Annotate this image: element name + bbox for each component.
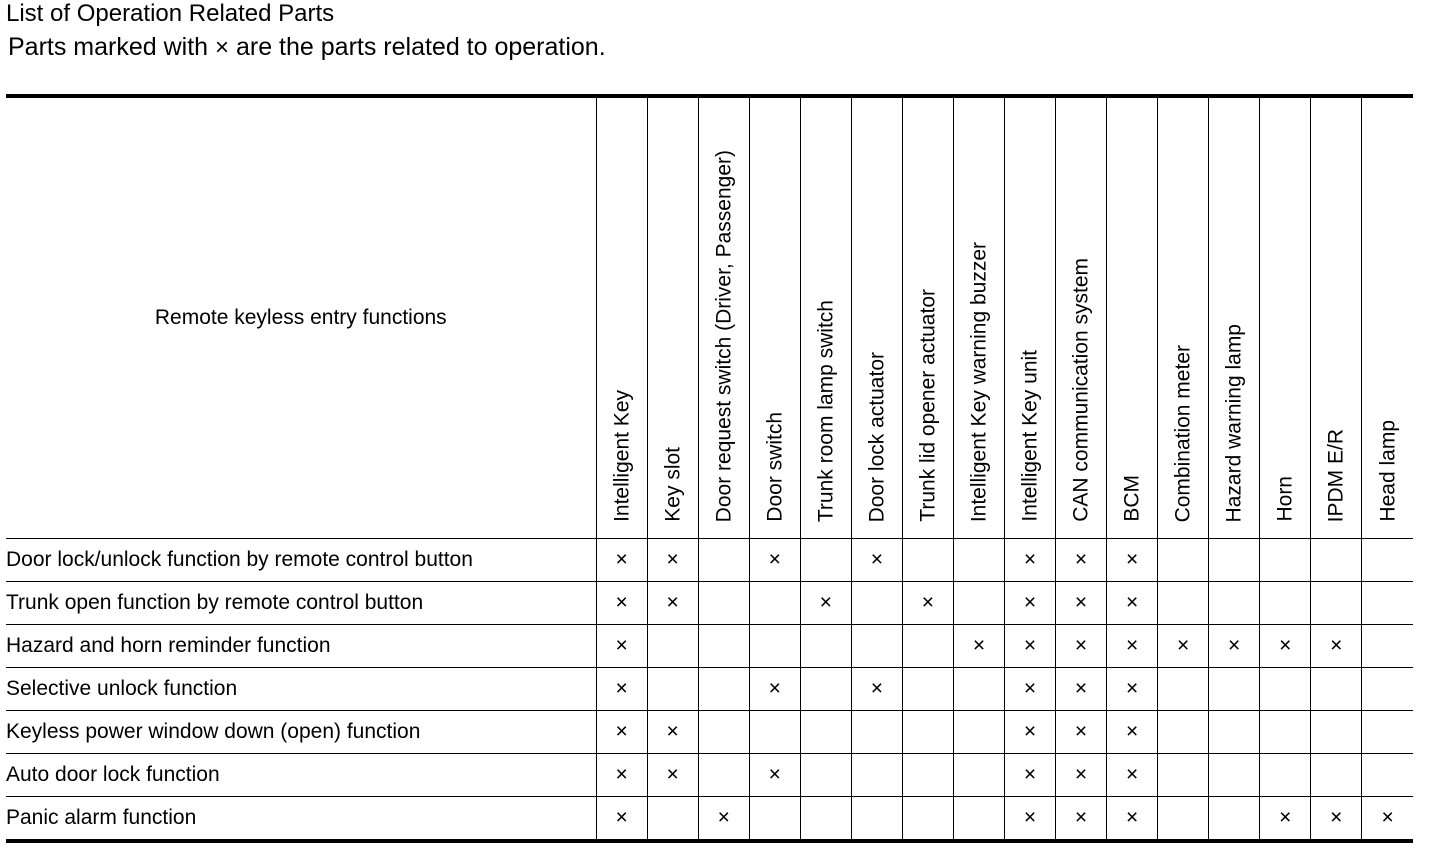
related-mark-cell: ×	[953, 625, 1004, 668]
empty-cell	[647, 625, 698, 668]
part-column-label: Door request switch (Driver, Passenger)	[712, 149, 736, 522]
page-subtitle	[8, 32, 606, 63]
empty-cell	[851, 754, 902, 797]
function-name-cell: Panic alarm function	[6, 797, 596, 842]
part-column-header	[749, 96, 800, 539]
empty-cell	[1260, 539, 1311, 582]
part-column-label: BCM	[1120, 475, 1144, 522]
related-mark-cell: ×	[596, 797, 647, 842]
empty-cell	[953, 668, 1004, 711]
related-mark-cell: ×	[647, 711, 698, 754]
part-column-label: Hazard warning lamp	[1222, 323, 1246, 522]
empty-cell	[1158, 539, 1209, 582]
empty-cell	[1260, 711, 1311, 754]
related-mark-cell: ×	[1260, 797, 1311, 842]
related-mark-cell: ×	[1311, 797, 1362, 842]
part-column-label: Head lamp	[1376, 420, 1400, 522]
subtitle-text-after: are the parts related to operation.	[229, 33, 606, 61]
empty-cell	[902, 539, 953, 582]
subtitle-mark-symbol: ×	[215, 34, 230, 61]
empty-cell	[698, 711, 749, 754]
empty-cell	[647, 668, 698, 711]
empty-cell	[698, 754, 749, 797]
empty-cell	[800, 711, 851, 754]
related-mark-cell: ×	[1004, 582, 1055, 625]
table-row	[6, 539, 1413, 582]
part-column-header	[1004, 96, 1055, 539]
related-mark-cell: ×	[1056, 797, 1107, 842]
related-mark-cell: ×	[596, 539, 647, 582]
related-mark-cell: ×	[1158, 625, 1209, 668]
related-mark-cell: ×	[1004, 625, 1055, 668]
part-column-label: Door switch	[763, 412, 787, 522]
related-mark-cell: ×	[1056, 625, 1107, 668]
part-column-header	[1056, 96, 1107, 539]
related-mark-cell: ×	[902, 582, 953, 625]
empty-cell	[851, 797, 902, 842]
empty-cell	[749, 797, 800, 842]
part-column-label: Horn	[1273, 476, 1297, 522]
empty-cell	[800, 539, 851, 582]
empty-cell	[1158, 668, 1209, 711]
related-mark-cell: ×	[1107, 711, 1158, 754]
empty-cell	[647, 797, 698, 842]
empty-cell	[1209, 711, 1260, 754]
part-column-header	[596, 96, 647, 539]
table-row	[6, 582, 1413, 625]
empty-cell	[1362, 754, 1413, 797]
related-mark-cell: ×	[1056, 582, 1107, 625]
related-mark-cell: ×	[647, 582, 698, 625]
function-column-header: Remote keyless entry functions	[6, 96, 596, 539]
related-mark-cell: ×	[1209, 625, 1260, 668]
subtitle-text-before: Parts marked with	[8, 33, 216, 61]
empty-cell	[953, 754, 1004, 797]
related-mark-cell: ×	[1362, 797, 1413, 842]
part-column-header	[902, 96, 953, 539]
function-name-cell: Door lock/unlock function by remote control button	[6, 539, 596, 582]
function-name-cell: Keyless power window down (open) function	[6, 711, 596, 754]
part-column-label: Trunk lid opener actuator	[916, 289, 940, 522]
empty-cell	[800, 625, 851, 668]
related-mark-cell: ×	[1311, 625, 1362, 668]
related-mark-cell: ×	[800, 582, 851, 625]
operation-parts-table	[6, 94, 1413, 843]
related-mark-cell: ×	[1056, 668, 1107, 711]
related-mark-cell: ×	[1107, 668, 1158, 711]
related-mark-cell: ×	[1107, 754, 1158, 797]
table-row	[6, 754, 1413, 797]
function-name-cell: Hazard and horn reminder function	[6, 625, 596, 668]
empty-cell	[1209, 668, 1260, 711]
empty-cell	[1362, 668, 1413, 711]
related-mark-cell: ×	[749, 754, 800, 797]
part-column-label: Door lock actuator	[865, 351, 889, 522]
part-column-header	[1311, 96, 1362, 539]
related-mark-cell: ×	[1004, 754, 1055, 797]
related-mark-cell: ×	[851, 668, 902, 711]
related-mark-cell: ×	[1004, 711, 1055, 754]
part-column-header	[953, 96, 1004, 539]
table-body	[6, 539, 1413, 842]
empty-cell	[902, 797, 953, 842]
related-mark-cell: ×	[851, 539, 902, 582]
empty-cell	[1311, 668, 1362, 711]
related-mark-cell: ×	[596, 711, 647, 754]
empty-cell	[1260, 668, 1311, 711]
related-mark-cell: ×	[596, 582, 647, 625]
empty-cell	[953, 539, 1004, 582]
part-column-label: Key slot	[661, 447, 685, 522]
part-column-label: Intelligent Key	[610, 390, 634, 522]
table-row	[6, 797, 1413, 842]
empty-cell	[902, 711, 953, 754]
part-column-header	[800, 96, 851, 539]
empty-cell	[749, 625, 800, 668]
related-mark-cell: ×	[1004, 797, 1055, 842]
related-mark-cell: ×	[749, 539, 800, 582]
related-mark-cell: ×	[1107, 582, 1158, 625]
empty-cell	[953, 582, 1004, 625]
empty-cell	[1209, 797, 1260, 842]
related-mark-cell: ×	[596, 668, 647, 711]
part-column-label: CAN communication system	[1069, 258, 1093, 522]
empty-cell	[1311, 539, 1362, 582]
empty-cell	[749, 711, 800, 754]
table-row	[6, 711, 1413, 754]
related-mark-cell: ×	[1004, 668, 1055, 711]
empty-cell	[698, 668, 749, 711]
part-column-header	[1362, 96, 1413, 539]
part-column-header	[698, 96, 749, 539]
table-row	[6, 668, 1413, 711]
part-column-header	[1107, 96, 1158, 539]
related-mark-cell: ×	[1107, 797, 1158, 842]
empty-cell	[698, 539, 749, 582]
related-mark-cell: ×	[647, 754, 698, 797]
empty-cell	[749, 582, 800, 625]
empty-cell	[800, 754, 851, 797]
table-row	[6, 625, 1413, 668]
related-mark-cell: ×	[1056, 754, 1107, 797]
empty-cell	[1260, 582, 1311, 625]
empty-cell	[800, 797, 851, 842]
empty-cell	[1311, 754, 1362, 797]
part-column-label: IPDM E/R	[1324, 428, 1348, 522]
related-mark-cell: ×	[596, 754, 647, 797]
empty-cell	[698, 625, 749, 668]
part-column-label: Intelligent Key warning buzzer	[967, 241, 991, 522]
empty-cell	[1158, 797, 1209, 842]
part-column-label: Intelligent Key unit	[1018, 350, 1042, 522]
related-mark-cell: ×	[1056, 711, 1107, 754]
empty-cell	[1158, 754, 1209, 797]
part-column-header	[1260, 96, 1311, 539]
empty-cell	[1260, 754, 1311, 797]
table-header-row	[6, 96, 1413, 539]
related-mark-cell: ×	[1056, 539, 1107, 582]
empty-cell	[851, 625, 902, 668]
related-mark-cell: ×	[749, 668, 800, 711]
empty-cell	[953, 797, 1004, 842]
function-name-cell: Selective unlock function	[6, 668, 596, 711]
related-mark-cell: ×	[1107, 539, 1158, 582]
empty-cell	[902, 754, 953, 797]
empty-cell	[1209, 582, 1260, 625]
empty-cell	[851, 582, 902, 625]
empty-cell	[1362, 625, 1413, 668]
part-column-header	[1158, 96, 1209, 539]
empty-cell	[1158, 711, 1209, 754]
part-column-header	[1209, 96, 1260, 539]
part-column-label: Combination meter	[1171, 344, 1195, 522]
empty-cell	[851, 711, 902, 754]
related-mark-cell: ×	[596, 625, 647, 668]
empty-cell	[1209, 754, 1260, 797]
empty-cell	[902, 625, 953, 668]
empty-cell	[1311, 582, 1362, 625]
related-mark-cell: ×	[1004, 539, 1055, 582]
empty-cell	[1209, 539, 1260, 582]
empty-cell	[902, 668, 953, 711]
part-column-label: Trunk room lamp switch	[814, 299, 838, 522]
related-mark-cell: ×	[1107, 625, 1158, 668]
empty-cell	[1158, 582, 1209, 625]
empty-cell	[698, 582, 749, 625]
part-column-header	[647, 96, 698, 539]
part-column-header	[851, 96, 902, 539]
related-mark-cell: ×	[1260, 625, 1311, 668]
function-name-cell: Trunk open function by remote control button	[6, 582, 596, 625]
empty-cell	[1362, 539, 1413, 582]
page-title: List of Operation Related Parts	[6, 0, 335, 27]
empty-cell	[953, 711, 1004, 754]
empty-cell	[1311, 711, 1362, 754]
empty-cell	[800, 668, 851, 711]
empty-cell	[1362, 582, 1413, 625]
function-name-cell: Auto door lock function	[6, 754, 596, 797]
related-mark-cell: ×	[647, 539, 698, 582]
empty-cell	[1362, 711, 1413, 754]
related-mark-cell: ×	[698, 797, 749, 842]
